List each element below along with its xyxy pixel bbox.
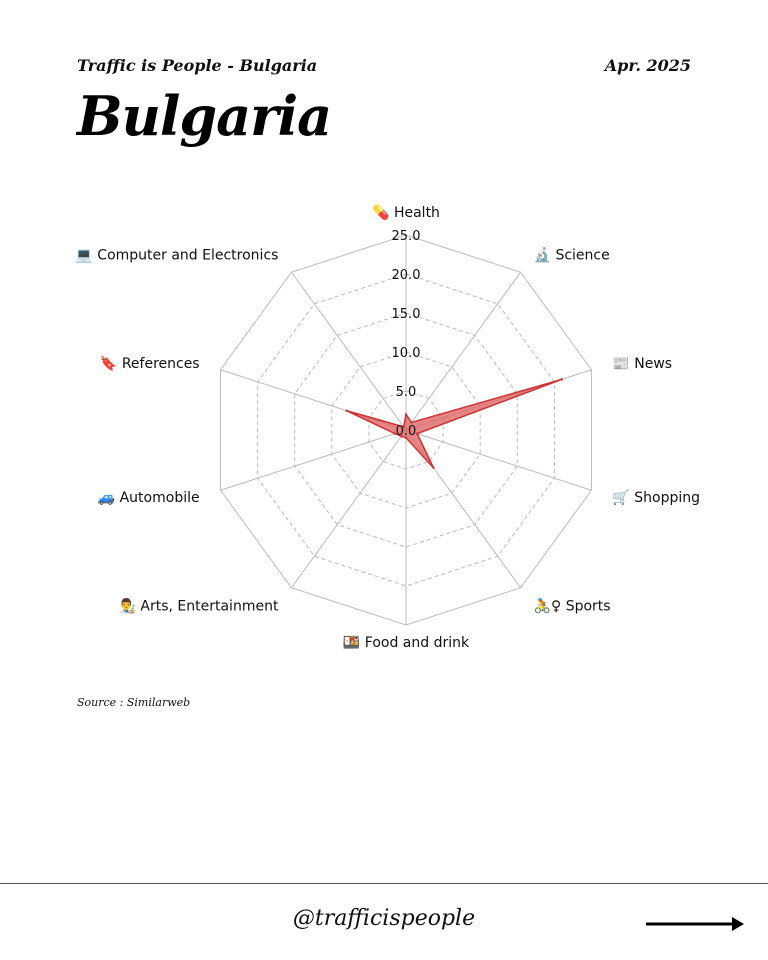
page-subtitle: Traffic is People - Bulgaria [77,56,318,75]
grid-spoke [221,430,406,490]
category-label-text: Automobile [119,490,200,507]
category-label-text: References [121,355,200,372]
tick-label: 20.0 [391,268,421,283]
category-label [534,598,611,615]
category-label [119,598,279,615]
category-label [343,635,470,651]
page-title: Bulgaria [77,84,332,148]
laptop-icon: 💻 [75,247,98,264]
source-note: Source : Similarweb [77,696,191,709]
category-label [612,356,672,372]
grid-spoke [291,430,406,588]
report-date: Apr. 2025 [604,56,691,75]
category-label-text: Arts, Entertainment [140,598,279,615]
footer-divider [0,883,768,884]
category-label-text: Health [393,205,440,221]
category-label [534,245,610,263]
category-label [100,355,200,372]
microscope-icon: 🔬 [533,247,556,264]
next-arrow-icon[interactable] [646,914,746,934]
cyclist-icon: 🚴♀ [533,598,566,615]
category-label [612,489,700,506]
category-label-text: Computer and Electronics [97,247,279,264]
grid-spoke [406,430,591,490]
category-label [75,247,278,263]
data-point [345,410,347,412]
car-icon: 🚙 [97,490,120,507]
category-label-text: Sports [565,598,611,615]
newspaper-icon: 📰 [612,355,635,372]
data-point [432,467,434,469]
data-point [405,413,407,415]
bento-icon: 🍱 [342,635,365,651]
social-handle: @trafficispeople [292,906,476,931]
data-point [561,378,563,380]
category-label [98,490,200,506]
tick-label: 15.0 [391,307,421,322]
grid-spoke [291,272,406,430]
grid-spoke [406,272,521,430]
category-label [372,203,440,221]
artist-icon: 👨‍🎨 [118,598,141,615]
bookmark-icon: 🔖 [99,355,122,372]
category-label-text: Science [555,247,610,264]
tick-label: 5.0 [395,385,417,400]
pill-icon: 💊 [372,205,394,221]
tick-label: 25.0 [391,229,421,244]
radar-chart [0,180,768,680]
category-label-text: Food and drink [364,635,470,651]
tick-label: 10.0 [391,346,421,361]
category-label-text: Shopping [634,490,701,507]
shopping-cart-icon: 🛒 [612,490,635,507]
tick-label: 0.0 [395,424,417,439]
category-label-text: News [634,355,673,372]
